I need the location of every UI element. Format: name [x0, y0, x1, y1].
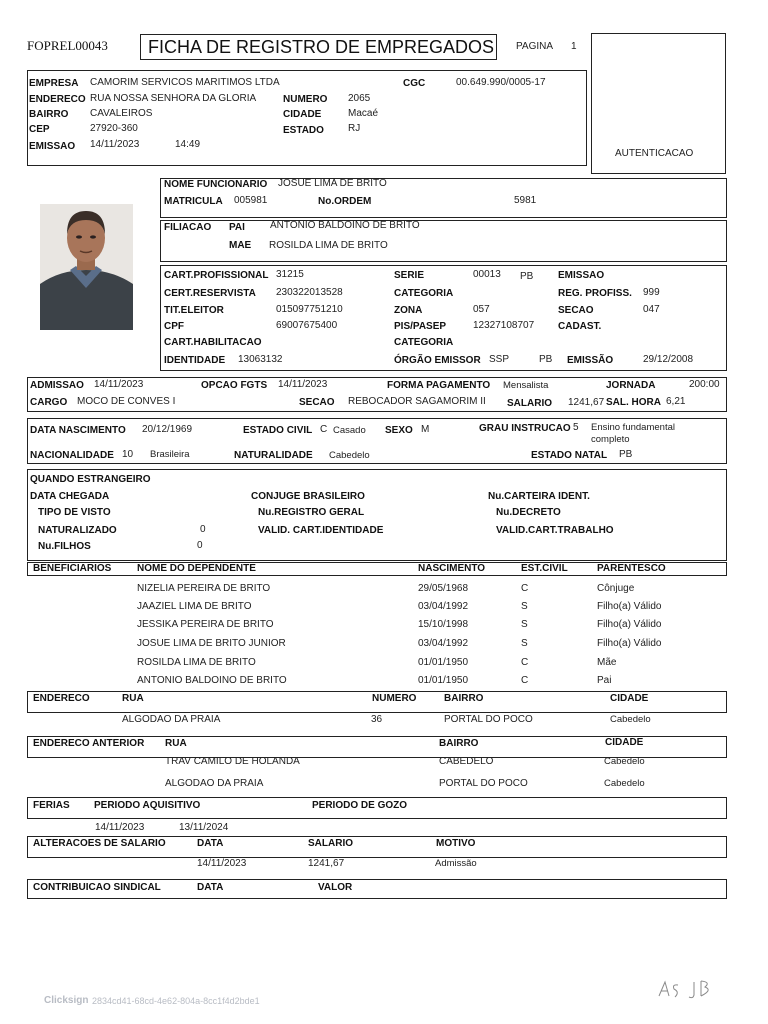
- cargo-value: MOCO DE CONVES I: [77, 396, 176, 407]
- cidade-value: Macaé: [348, 108, 379, 119]
- estado-value: RJ: [348, 123, 361, 134]
- endereco-label: ENDERECO: [29, 94, 86, 105]
- empresa-label: EMPRESA: [29, 78, 79, 89]
- dependent-relation: Pai: [597, 675, 612, 686]
- naturalidade-label: NATURALIDADE: [234, 450, 313, 461]
- prev-address-cidade: Cabedelo: [604, 778, 645, 789]
- ordem-value: 5981: [514, 195, 537, 206]
- salario-value: 1241,67: [568, 397, 605, 408]
- address-cidade-label: CIDADE: [610, 693, 649, 704]
- salary-changes-title: ALTERACOES DE SALARIO: [33, 838, 166, 849]
- dependent-civil: C: [521, 583, 529, 594]
- estado-civil-value: Casado: [333, 425, 366, 436]
- employee-photo: [40, 204, 133, 330]
- address-bairro-label: BAIRRO: [444, 693, 484, 704]
- orgao-uf: PB: [539, 354, 553, 365]
- reservista-label: CERT.RESERVISTA: [164, 288, 256, 299]
- matricula-value: 005981: [234, 195, 268, 206]
- beneficiaries-title: BENEFICIARIOS: [33, 563, 112, 574]
- salhora-value: 6,21: [666, 396, 686, 407]
- filhos-label: Nu.FILHOS: [38, 541, 91, 552]
- dependent-birth: 03/04/1992: [418, 601, 469, 612]
- decreto-label: Nu.DECRETO: [496, 507, 561, 518]
- secao-eleitoral-value: 047: [643, 304, 660, 315]
- form-code: FOPREL00043: [27, 38, 108, 53]
- conjuge-label: CONJUGE BRASILEIRO: [251, 491, 365, 502]
- dependent-name: JAAZIEL LIMA DE BRITO: [137, 601, 252, 612]
- valid-identidade-label: VALID. CART.IDENTIDADE: [258, 525, 384, 536]
- page-label: PAGINA: [516, 41, 554, 52]
- salhora-label: SAL. HORA: [606, 397, 661, 408]
- mae-value: ROSILDA LIMA DE BRITO: [269, 240, 388, 251]
- dependent-civil: S: [521, 601, 528, 612]
- dependent-name: ANTONIO BALDOINO DE BRITO: [137, 675, 287, 686]
- foreign-title: QUANDO ESTRANGEIRO: [30, 474, 151, 485]
- ordem-label: No.ORDEM: [318, 196, 372, 207]
- pis-label: PIS/PASEP: [394, 321, 447, 332]
- estado-label: ESTADO: [283, 125, 324, 136]
- ctps-value: 31215: [276, 269, 304, 280]
- salary-changes-salario-label: SALARIO: [308, 838, 353, 849]
- beneficiaries-header-est-civil: EST.CIVIL: [521, 563, 568, 574]
- dependent-birth: 15/10/1998: [418, 619, 469, 630]
- union-title: CONTRIBUICAO SINDICAL: [33, 882, 161, 893]
- dependent-civil: C: [521, 657, 529, 668]
- jornada-value: 200:00: [689, 379, 720, 390]
- dependent-relation: Cônjuge: [597, 583, 635, 594]
- prev-address-rua-label: RUA: [165, 738, 187, 749]
- fgts-label: OPCAO FGTS: [201, 380, 268, 391]
- form-title: FICHA DE REGISTRO DE EMPREGADOS: [148, 37, 495, 57]
- carteira-ident-label: Nu.CARTEIRA IDENT.: [488, 491, 590, 502]
- dependent-relation: Filho(a) Válido: [597, 619, 662, 630]
- authentication-label: AUTENTICACAO: [615, 148, 694, 159]
- dependent-relation: Filho(a) Válido: [597, 601, 662, 612]
- pai-label: PAI: [229, 222, 245, 233]
- grau-instrucao-label: GRAU INSTRUCAO: [479, 423, 571, 434]
- dependent-birth: 03/04/1992: [418, 638, 469, 649]
- cgc-value: 00.649.990/0005-17: [456, 77, 546, 88]
- salary-changes-data-label: DATA: [197, 838, 224, 849]
- dependent-name: ROSILDA LIMA DE BRITO: [137, 657, 256, 668]
- initials-signature: [656, 976, 718, 1002]
- cidade-label: CIDADE: [283, 109, 322, 120]
- address-cidade: Cabedelo: [610, 714, 651, 725]
- estado-natal-value: PB: [619, 449, 633, 460]
- categoria-label: CATEGORIA: [394, 288, 454, 299]
- cep-label: CEP: [29, 124, 50, 135]
- dependent-civil: S: [521, 619, 528, 630]
- nascimento-label: DATA NASCIMENTO: [30, 425, 126, 436]
- numero-label: NUMERO: [283, 94, 328, 105]
- prev-address-bairro: CABEDELO: [439, 756, 494, 767]
- filiacao-label: FILIACAO: [164, 222, 212, 233]
- eleitor-value: 015097751210: [276, 304, 343, 315]
- prev-address-rua: TRAV CAMILO DE HOLANDA: [165, 756, 300, 767]
- emissao-date: 14/11/2023: [90, 139, 140, 150]
- grau-instrucao-code: 5: [573, 422, 579, 433]
- mae-label: MAE: [229, 240, 252, 251]
- dependent-relation: Filho(a) Válido: [597, 638, 662, 649]
- identidade-emissao-value: 29/12/2008: [643, 354, 694, 365]
- identidade-value: 13063132: [238, 354, 283, 365]
- emissao-time: 14:49: [175, 139, 201, 150]
- registro-geral-label: Nu.REGISTRO GERAL: [258, 507, 365, 518]
- nome-value: JOSUE LIMA DE BRITO: [278, 178, 387, 189]
- beneficiaries-header-nome: NOME DO DEPENDENTE: [137, 563, 256, 574]
- endereco-value: RUA NOSSA SENHORA DA GLORIA: [90, 93, 257, 104]
- prev-address-bairro: PORTAL DO POCO: [439, 778, 528, 789]
- cpf-label: CPF: [164, 321, 184, 332]
- union-data-label: DATA: [197, 882, 224, 893]
- cadast-label: CADAST.: [558, 321, 602, 332]
- salary-change-value: 1241,67: [308, 858, 345, 869]
- pis-value: 12327108707: [473, 320, 535, 331]
- data-chegada-label: DATA CHEGADA: [30, 491, 110, 502]
- secao-eleitoral-label: SECAO: [558, 305, 594, 316]
- habilitacao-label: CART.HABILITACAO: [164, 337, 262, 348]
- address-rua: ALGODAO DA PRAIA: [122, 714, 221, 725]
- nascimento-value: 20/12/1969: [142, 424, 193, 435]
- admissao-value: 14/11/2023: [94, 379, 144, 390]
- prev-address-bairro-label: BAIRRO: [439, 738, 479, 749]
- grau-instrucao-value-2: completo: [591, 434, 630, 445]
- grau-instrucao-value: Ensino fundamental: [591, 422, 675, 433]
- page-number: 1: [571, 41, 577, 52]
- cpf-value: 69007675400: [276, 320, 338, 331]
- estado-civil-code: C: [320, 424, 328, 435]
- serie-uf: PB: [520, 271, 534, 282]
- emissao-label: EMISSAO: [29, 141, 76, 152]
- prev-address-cidade: Cabedelo: [604, 756, 645, 767]
- filhos-value: 0: [197, 540, 203, 551]
- habilitacao-categoria-label: CATEGORIA: [394, 337, 454, 348]
- regprof-value: 999: [643, 287, 660, 298]
- estado-natal-label: ESTADO NATAL: [531, 450, 608, 461]
- dependent-birth: 01/01/1950: [418, 657, 469, 668]
- dependent-name: JOSUE LIMA DE BRITO JUNIOR: [137, 638, 286, 649]
- nacionalidade-code: 10: [122, 449, 134, 460]
- periodo-gozo-label: PERIODO DE GOZO: [312, 800, 408, 811]
- prev-address-cidade-label: CIDADE: [605, 737, 644, 748]
- cgc-label: CGC: [403, 78, 426, 89]
- eleitor-label: TIT.ELEITOR: [164, 305, 224, 316]
- nacionalidade-value: Brasileira: [150, 449, 190, 460]
- numero-value: 2065: [348, 93, 371, 104]
- identidade-label: IDENTIDADE: [164, 355, 226, 366]
- identidade-emissao-label: EMISSÃO: [567, 355, 614, 366]
- sexo-value: M: [421, 424, 430, 435]
- bairro-value: CAVALEIROS: [90, 108, 153, 119]
- dependent-name: NIZELIA PEREIRA DE BRITO: [137, 583, 271, 594]
- naturalizado-label: NATURALIZADO: [38, 525, 117, 536]
- beneficiaries-header-parentesco: PARENTESCO: [597, 563, 666, 574]
- matricula-label: MATRICULA: [164, 196, 223, 207]
- salary-change-reason: Admissão: [435, 858, 477, 869]
- nacionalidade-label: NACIONALIDADE: [30, 450, 114, 461]
- prev-address-title: ENDERECO ANTERIOR: [33, 738, 145, 749]
- periodo-aquisitivo-end: 13/11/2024: [179, 822, 229, 833]
- serie-label: SERIE: [394, 270, 425, 281]
- vacation-title: FERIAS: [33, 800, 70, 811]
- prev-address-rua: ALGODAO DA PRAIA: [165, 778, 264, 789]
- ctps-label: CART.PROFISSIONAL: [164, 270, 269, 281]
- dependent-civil: S: [521, 638, 528, 649]
- secao-value: REBOCADOR SAGAMORIM II: [348, 396, 486, 407]
- reservista-value: 230322013528: [276, 287, 343, 298]
- dependent-birth: 01/01/1950: [418, 675, 469, 686]
- address-numero-label: NUMERO: [372, 693, 417, 704]
- admissao-label: ADMISSAO: [30, 380, 84, 391]
- ctps-emissao-label: EMISSAO: [558, 270, 605, 281]
- sexo-label: SEXO: [385, 425, 413, 436]
- dependent-relation: Mãe: [597, 657, 617, 668]
- periodo-aquisitivo-label: PERIODO AQUISITIVO: [94, 800, 201, 811]
- pagamento-value: Mensalista: [503, 380, 549, 391]
- dependent-name: JESSIKA PEREIRA DE BRITO: [137, 619, 274, 630]
- dependent-civil: C: [521, 675, 529, 686]
- estado-civil-label: ESTADO CIVIL: [243, 425, 313, 436]
- union-valor-label: VALOR: [318, 882, 353, 893]
- zona-value: 057: [473, 304, 490, 315]
- address-bairro: PORTAL DO POCO: [444, 714, 533, 725]
- periodo-aquisitivo-start: 14/11/2023: [95, 822, 145, 833]
- beneficiaries-header-nascimento: NASCIMENTO: [418, 563, 486, 574]
- clicksign-brand: Clicksign: [44, 995, 89, 1006]
- orgao-label: ÓRGÃO EMISSOR: [394, 355, 481, 366]
- clicksign-doc-id: 2834cd41-68cd-4e62-804a-8cc1f4d2bde1: [92, 996, 260, 1006]
- secao-label: SECAO: [299, 397, 335, 408]
- address-rua-label: RUA: [122, 693, 144, 704]
- regprof-label: REG. PROFISS.: [558, 288, 632, 299]
- pagamento-label: FORMA PAGAMENTO: [387, 380, 491, 391]
- tipo-visto-label: TIPO DE VISTO: [38, 507, 111, 518]
- naturalizado-value: 0: [200, 524, 206, 535]
- naturalidade-value: Cabedelo: [329, 450, 370, 461]
- dependent-birth: 29/05/1968: [418, 583, 469, 594]
- bairro-label: BAIRRO: [29, 109, 69, 120]
- salario-label: SALARIO: [507, 398, 552, 409]
- fgts-value: 14/11/2023: [278, 379, 328, 390]
- salary-changes-motivo-label: MOTIVO: [436, 838, 476, 849]
- nome-label: NOME FUNCIONARIO: [164, 179, 268, 190]
- address-title: ENDERECO: [33, 693, 90, 704]
- orgao-value: SSP: [489, 354, 510, 365]
- empresa-value: CAMORIM SERVICOS MARITIMOS LTDA: [90, 77, 280, 88]
- address-numero: 36: [371, 714, 383, 725]
- jornada-label: JORNADA: [606, 380, 656, 391]
- zona-label: ZONA: [394, 305, 423, 316]
- cargo-label: CARGO: [30, 397, 68, 408]
- salary-change-date: 14/11/2023: [197, 858, 247, 869]
- cep-value: 27920-360: [90, 123, 138, 134]
- valid-trabalho-label: VALID.CART.TRABALHO: [496, 525, 614, 536]
- pai-value: ANTONIO BALDOINO DE BRITO: [270, 220, 420, 231]
- serie-value: 00013: [473, 269, 501, 280]
